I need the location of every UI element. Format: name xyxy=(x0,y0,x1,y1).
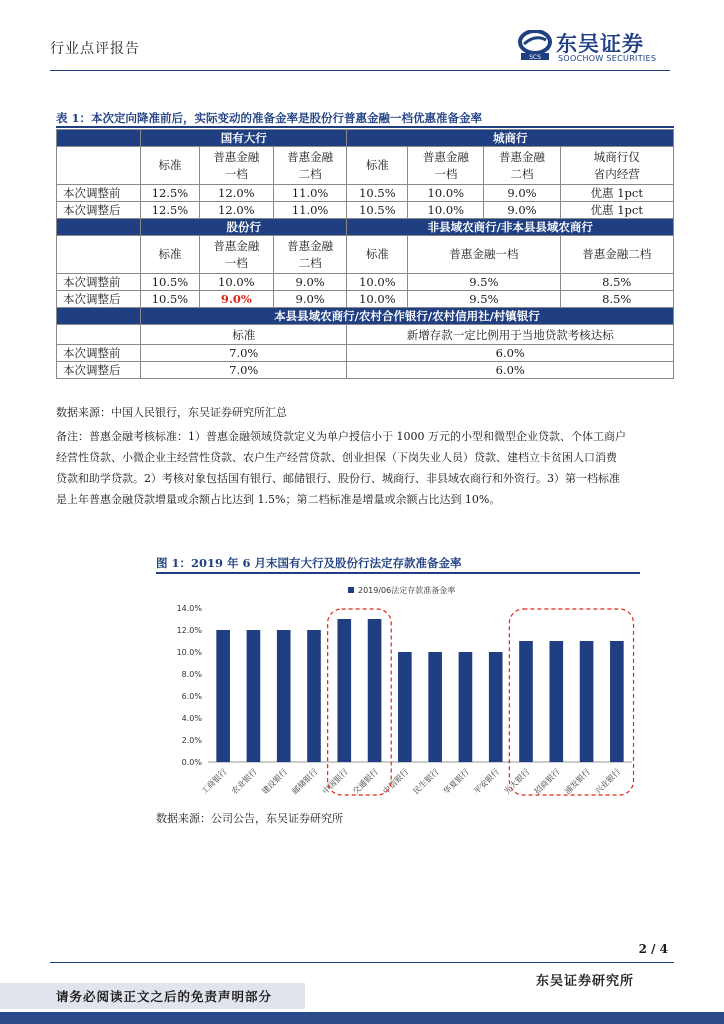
table-source: 数据来源：中国人民银行，东吴证券研究所汇总 xyxy=(56,406,287,419)
bar xyxy=(398,652,412,762)
table-cell: 8.5% xyxy=(560,274,673,291)
y-tick-label: 14.0% xyxy=(176,604,202,613)
column-header xyxy=(484,147,560,185)
header-line: 普惠金融 xyxy=(422,149,469,164)
band-corner xyxy=(57,130,141,147)
column-header xyxy=(273,236,347,274)
band-header-row xyxy=(57,308,674,325)
table-cell: 10.0% xyxy=(347,274,408,291)
y-tick-label: 2.0% xyxy=(181,736,202,745)
table-cell: 10.5% xyxy=(141,291,200,308)
x-tick-label: 交通银行 xyxy=(350,767,380,797)
note-line: 贷款和助学贷款。2）考核对象包括国有银行、邮储银行、股份行、城商行、非县域农商行和外资行。3）第一档标准 xyxy=(56,472,620,485)
note-line: 备注：普惠金融考核标准：1）普惠金融领域贷款定义为单户授信小于 1000 万元的小型和微型企业贷款、个体工商户 xyxy=(56,430,626,443)
column-header-row xyxy=(57,147,674,185)
column-header xyxy=(273,147,347,185)
column-header xyxy=(560,147,673,185)
table-cell: 11.0% xyxy=(273,185,347,202)
note-line: 是上年普惠金融贷款增量或余额占比达到 1.5%；第二档标准是增量或余额占比达到 10%。 xyxy=(56,493,501,506)
column-header-row xyxy=(57,236,674,274)
column-header xyxy=(199,147,273,185)
row-label-empty xyxy=(57,236,141,274)
table-row xyxy=(57,185,674,202)
header-line: 二档 xyxy=(298,255,322,270)
figure-title-rule xyxy=(156,572,640,574)
column-header: 普惠金融一档 xyxy=(408,236,560,274)
y-tick-label: 10.0% xyxy=(176,648,202,657)
table-cell: 10.0% xyxy=(408,185,484,202)
column-header: 普惠金融二档 xyxy=(560,236,673,274)
header-line: 二档 xyxy=(510,166,534,181)
highlighted-cell: 9.0% xyxy=(199,291,273,308)
header-line: 城商行仅 xyxy=(593,149,640,164)
soochow-logo-icon xyxy=(518,30,552,60)
x-tick-label: 浦发银行 xyxy=(562,767,592,797)
table-cell: 10.0% xyxy=(199,274,273,291)
disclaimer-text: 请务必阅读正文之后的免责声明部分 xyxy=(56,989,273,1004)
column-header: 标准 xyxy=(141,325,347,345)
bar xyxy=(580,641,594,762)
table-cell: 6.0% xyxy=(347,362,674,379)
band-header-row xyxy=(57,130,674,147)
table-cell: 9.5% xyxy=(408,291,560,308)
figure-title: 图 1：2019 年 6 月末国有大行及股份行法定存款准备金率 xyxy=(156,556,462,570)
column-header xyxy=(408,147,484,185)
table-cell: 12.5% xyxy=(141,185,200,202)
table-row xyxy=(57,291,674,308)
x-tick-label: 工商银行 xyxy=(199,767,229,797)
table-title: 表 1：本次定向降准前后，实际变动的准备金率是股份行普惠金融一档优惠准备金率 xyxy=(56,111,483,125)
group-header-county-banks: 本县县域农商行/农村合作银行/农村信用社/村镇银行 xyxy=(141,308,674,325)
table-cell: 12.5% xyxy=(141,202,200,219)
band-header-row xyxy=(57,219,674,236)
bar xyxy=(519,641,533,762)
header-line: 省内经营 xyxy=(593,166,640,181)
row-label: 本次调整前 xyxy=(57,185,141,202)
band-corner xyxy=(57,308,141,325)
y-tick-label: 0.0% xyxy=(181,758,202,767)
bar xyxy=(368,619,382,762)
bar xyxy=(610,641,624,762)
legend-label: 2019/06法定存款准备金率 xyxy=(358,586,456,595)
column-header: 标准 xyxy=(347,147,408,185)
x-tick-label: 平安银行 xyxy=(472,767,502,797)
row-label: 本次调整前 xyxy=(57,345,141,362)
y-tick-label: 8.0% xyxy=(181,670,202,679)
header-line: 普惠金融 xyxy=(213,149,260,164)
header-line: 普惠金融 xyxy=(498,149,545,164)
company-logo xyxy=(518,28,678,68)
bar xyxy=(459,652,473,762)
page-number: 2 / 4 xyxy=(638,942,668,956)
reserve-ratio-bar-chart xyxy=(156,575,640,805)
group-header-rural-banks: 非县域农商行/非本县县域农商行 xyxy=(347,219,674,236)
bar xyxy=(277,630,291,762)
reserve-ratio-table xyxy=(56,129,674,379)
legend-swatch xyxy=(348,587,354,593)
table-cell: 12.0% xyxy=(199,185,273,202)
table-cell: 9.0% xyxy=(484,202,560,219)
table-cell: 9.0% xyxy=(484,185,560,202)
column-header: 标准 xyxy=(347,236,408,274)
table-cell: 10.5% xyxy=(347,202,408,219)
x-tick-label: 农业银行 xyxy=(229,767,259,797)
y-tick-label: 6.0% xyxy=(181,692,202,701)
figure-source: 数据来源：公司公告，东吴证券研究所 xyxy=(156,812,343,825)
footer-divider xyxy=(50,962,674,963)
table-cell: 8.5% xyxy=(560,291,673,308)
x-tick-label: 招商银行 xyxy=(532,767,562,797)
group-header-city-banks: 城商行 xyxy=(347,130,674,147)
column-header xyxy=(199,236,273,274)
header-line: 一档 xyxy=(434,166,458,181)
row-label: 本次调整前 xyxy=(57,274,141,291)
table-row xyxy=(57,202,674,219)
table-cell: 7.0% xyxy=(141,345,347,362)
table-cell: 7.0% xyxy=(141,362,347,379)
note-line: 经营性贷款、小微企业主经营性贷款、农户生产经营贷款、创业担保（下岗失业人员）贷款、建档立卡贫困人口消费 xyxy=(56,451,617,464)
header-line: 一档 xyxy=(224,166,248,181)
table-cell: 10.0% xyxy=(347,291,408,308)
table-cell: 10.5% xyxy=(141,274,200,291)
bar xyxy=(216,630,230,762)
table-cell: 9.0% xyxy=(273,274,347,291)
bar xyxy=(549,641,563,762)
row-label: 本次调整后 xyxy=(57,362,141,379)
row-label-empty xyxy=(57,147,141,185)
header-line: 二档 xyxy=(298,166,322,181)
table-row xyxy=(57,362,674,379)
highlight-box xyxy=(328,609,392,795)
table-cell: 12.0% xyxy=(199,202,273,219)
row-label: 本次调整后 xyxy=(57,291,141,308)
group-header-joint-stock-banks: 股份行 xyxy=(141,219,347,236)
table-title-rule xyxy=(56,126,674,128)
table-cell: 6.0% xyxy=(347,345,674,362)
x-tick-label: 邮储银行 xyxy=(290,767,320,797)
x-tick-label: 民生银行 xyxy=(411,767,441,797)
header-line: 普惠金融 xyxy=(287,238,334,253)
table-cell: 9.0% xyxy=(273,291,347,308)
logo-name-cn: 东吴证券 xyxy=(556,32,644,56)
column-header-row xyxy=(57,325,674,345)
x-tick-label: 建设银行 xyxy=(260,767,290,797)
bar xyxy=(428,652,442,762)
column-header: 新增存款一定比例用于当地贷款考核达标 xyxy=(347,325,674,345)
header-divider xyxy=(50,70,670,71)
table-cell: 9.5% xyxy=(408,274,560,291)
document-type-label: 行业点评报告 xyxy=(50,41,140,57)
table-cell: 优惠 1pct xyxy=(560,185,673,202)
bottom-color-band xyxy=(0,1012,724,1024)
header-line: 一档 xyxy=(224,255,248,270)
table-cell: 10.0% xyxy=(408,202,484,219)
y-tick-label: 4.0% xyxy=(181,714,202,723)
bar xyxy=(307,630,321,762)
bar xyxy=(489,652,503,762)
x-tick-label: 中国银行 xyxy=(320,767,350,797)
x-tick-label: 中信银行 xyxy=(381,767,411,797)
x-tick-label: 华夏银行 xyxy=(441,767,471,797)
footer-institute: 东吴证券研究所 xyxy=(535,974,634,989)
x-tick-label: 兴业银行 xyxy=(593,767,623,797)
table-cell: 11.0% xyxy=(273,202,347,219)
y-tick-label: 12.0% xyxy=(176,626,202,635)
x-tick-label: 光大银行 xyxy=(502,767,532,797)
column-header: 标准 xyxy=(141,236,200,274)
bar xyxy=(247,630,261,762)
header-line: 普惠金融 xyxy=(213,238,260,253)
column-header: 标准 xyxy=(141,147,200,185)
group-header-state-banks: 国有大行 xyxy=(141,130,347,147)
header-line: 普惠金融 xyxy=(287,149,334,164)
row-label-empty xyxy=(57,325,141,345)
table-row xyxy=(57,345,674,362)
logo-badge-text: SCS xyxy=(529,54,541,60)
table-row xyxy=(57,274,674,291)
bar xyxy=(337,619,351,762)
band-corner xyxy=(57,219,141,236)
table-cell: 优惠 1pct xyxy=(560,202,673,219)
logo-name-en: SOOCHOW SECURITIES xyxy=(558,54,657,63)
table-cell: 10.5% xyxy=(347,185,408,202)
row-label: 本次调整后 xyxy=(57,202,141,219)
